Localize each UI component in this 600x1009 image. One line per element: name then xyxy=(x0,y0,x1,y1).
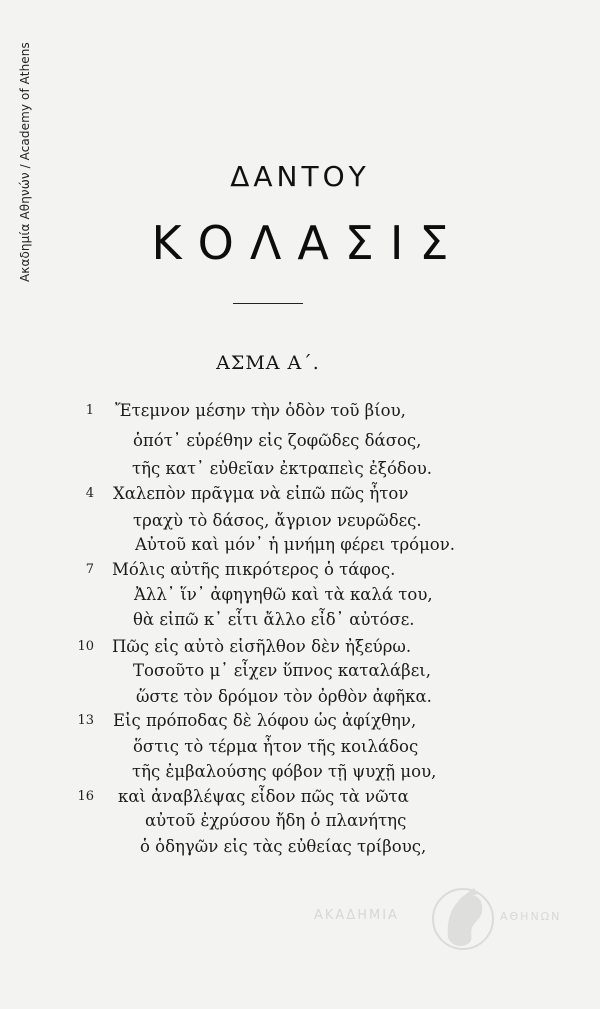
watermark-text-right: ΑΘΗΝΩΝ xyxy=(500,910,562,923)
verse-text: Αὐτοῦ καὶ μόν᾽ ἡ μνήμη φέρει τρόμον. xyxy=(135,535,456,554)
verse-text: ὁ ὁδηγῶν εἰς τὰς εὐθείας τρίβους, xyxy=(140,837,427,856)
verse-line xyxy=(0,481,600,507)
page-title: ΚΟΛΑΣΙΣ xyxy=(151,216,465,270)
verse-line xyxy=(0,834,600,860)
sidebar-credit: Ακαδημία Αθηνών / Academy of Athens xyxy=(18,42,32,282)
author-heading: ΔΑΝΤΟΥ xyxy=(230,160,370,193)
verse-text: θὰ εἰπῶ κ᾽ εἶτι ἄλλο εἶδ᾽ αὐτόσε. xyxy=(133,610,415,629)
title-divider xyxy=(233,303,303,304)
verse-number: 13 xyxy=(77,713,94,728)
watermark-text-left: ΑΚΑΔΗΜΙΑ xyxy=(314,908,399,923)
verse-text: τῆς κατ᾽ εὐθεῖαν ἐκτραπεὶς ἐξόδου. xyxy=(132,459,433,478)
verse-text: Μόλις αὐτῆς πικρότερος ὁ τάφος. xyxy=(112,560,396,579)
verse-line xyxy=(0,759,600,785)
verse-text: τῆς ἐμβαλούσης φόβον τῇ ψυχῇ μου, xyxy=(132,762,437,781)
verse-line xyxy=(0,582,600,608)
verse-number: 4 xyxy=(85,486,94,501)
verse-number: 1 xyxy=(85,403,94,418)
verse-text: Ἀλλ᾽ ἵν᾽ ἀφηγηθῶ καὶ τὰ καλά του, xyxy=(134,585,433,604)
canto-heading: ΑΣΜΑ Α΄. xyxy=(216,352,320,374)
verse-text: Τοσοῦτο μ᾽ εἶχεν ὕπνος καταλάβει, xyxy=(133,661,431,680)
verse-line xyxy=(0,708,600,734)
athena-seal-icon xyxy=(428,880,498,958)
verse-line xyxy=(0,634,600,660)
verse-line xyxy=(0,428,600,454)
verse-text: ὥστε τὸν δρόμον τὸν ὀρθὸν ἀφῆκα. xyxy=(136,687,432,706)
verse-text: Πῶς εἰς αὐτὸ εἰσῆλθον δὲν ἠξεύρω. xyxy=(112,637,412,656)
verse-line xyxy=(0,456,600,482)
verse-line xyxy=(0,508,600,534)
verse-line xyxy=(0,784,600,810)
verse-text: ὁπότ᾽ εὑρέθην εἰς ζοφῶδες δάσος, xyxy=(133,431,422,450)
verse-text: Εἰς πρόποδας δὲ λόφου ὡς ἀφίχθην, xyxy=(113,711,417,730)
verse-line xyxy=(0,532,600,558)
verse-text: τραχὺ τὸ δάσος, ἄγριον νευρῶδες. xyxy=(133,511,422,530)
verse-line xyxy=(0,808,600,834)
verse-number: 7 xyxy=(85,562,94,577)
verse-text: Χαλεπὸν πρᾶγμα νὰ εἰπῶ πῶς ἦτον xyxy=(113,484,409,503)
verse-number: 10 xyxy=(77,639,94,654)
verse-text: ὅστις τὸ τέρμα ἦτον τῆς κοιλάδος xyxy=(133,737,419,756)
verse-line xyxy=(0,734,600,760)
verse-line xyxy=(0,398,600,424)
verse-number: 16 xyxy=(77,789,94,804)
verse-line xyxy=(0,684,600,710)
verse-line xyxy=(0,658,600,684)
academy-watermark xyxy=(300,880,590,960)
verse-text: αὐτοῦ ἐχρύσου ἤδη ὁ πλανήτης xyxy=(145,811,407,830)
verse-text: καὶ ἀναβλέψας εἶδον πῶς τὰ νῶτα xyxy=(118,787,409,806)
verse-line xyxy=(0,557,600,583)
verse-text: Ἔτεμνον μέσην τὴν ὁδὸν τοῦ βίου, xyxy=(115,401,406,420)
verse-line xyxy=(0,607,600,633)
